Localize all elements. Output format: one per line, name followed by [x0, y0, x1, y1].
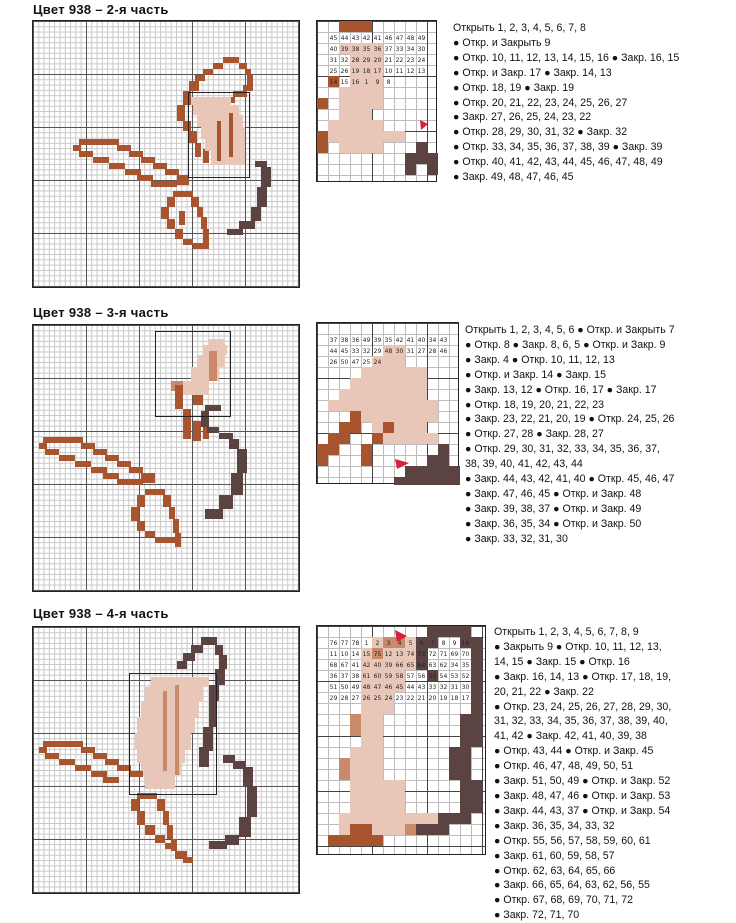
- grid-number: 13: [417, 68, 426, 75]
- grid-number: 51: [329, 684, 338, 691]
- grid-number: 16: [351, 79, 360, 86]
- grid-number: 44: [406, 684, 415, 691]
- instruction-line: ● Откр. 40, 41, 42, 43, 44, 45, 46, 47, 48, 49: [453, 156, 663, 169]
- overview-chart: [32, 20, 300, 288]
- grid-number: 37: [329, 337, 338, 344]
- grid-number: 28: [340, 695, 349, 702]
- grid-number: 13: [395, 651, 404, 658]
- grid-number: 49: [362, 337, 371, 344]
- grid-number: 73: [417, 651, 426, 658]
- grid-number: 35: [362, 46, 371, 53]
- instruction-line: ● Закр. 51, 50, 49 ● Откр. и Закр. 52: [494, 775, 671, 788]
- grid-number: 35: [461, 662, 470, 669]
- grid-number: 9: [375, 79, 380, 86]
- grid-number: 8: [386, 79, 391, 86]
- current-part-frame: [129, 673, 217, 795]
- grid-number: 27: [351, 695, 360, 702]
- grid-number: 6: [419, 640, 424, 647]
- grid-number: 1: [364, 79, 369, 86]
- instruction-line: ● Откр. 67, 68, 69, 70, 71, 72: [494, 894, 633, 907]
- section-heading: Цвет 938 – 2-я часть: [33, 2, 169, 17]
- grid-number: 39: [373, 337, 382, 344]
- grid-number: 17: [373, 68, 382, 75]
- overview-chart: [32, 626, 300, 894]
- grid-number: 56: [417, 673, 426, 680]
- grid-number: 10: [384, 68, 393, 75]
- grid-number: 20: [373, 57, 382, 64]
- instruction-line: ● Закр. 27, 26, 25, 24, 23, 22: [453, 111, 592, 124]
- instruction-line: ● Закр. 44, 43, 42, 41, 40 ● Откр. 45, 46, 47: [465, 473, 675, 486]
- grid-number: 61: [362, 673, 371, 680]
- instruction-line: ● Закр. 48, 47, 46 ● Откр. и Закр. 53: [494, 789, 671, 802]
- grid-number: 2: [375, 640, 380, 647]
- start-arrow-icon: [420, 120, 428, 130]
- instructions-list: [465, 323, 675, 547]
- grid-number: 10: [340, 651, 349, 658]
- grid-number: 22: [395, 57, 404, 64]
- grid-number: 41: [406, 337, 415, 344]
- instruction-line: ● Откр. 55, 56, 57, 58, 59, 60, 61: [494, 834, 651, 847]
- grid-number: 16: [461, 640, 470, 647]
- grid-number: 43: [439, 337, 448, 344]
- grid-number: 26: [329, 359, 338, 366]
- grid-number: 29: [362, 57, 371, 64]
- detail-pattern: [317, 323, 460, 485]
- grid-number: 40: [417, 337, 426, 344]
- grid-number: 35: [384, 337, 393, 344]
- grid-number: 76: [329, 640, 338, 647]
- grid-number: 31: [406, 348, 415, 355]
- grid-number: 30: [395, 348, 404, 355]
- grid-number: 66: [395, 662, 404, 669]
- grid-number: 39: [340, 46, 349, 53]
- grid-number: 15: [362, 651, 371, 658]
- grid-number: 64: [417, 662, 426, 669]
- instructions-list: [494, 625, 671, 923]
- grid-number: 45: [340, 348, 349, 355]
- grid-number: 41: [373, 35, 382, 42]
- grid-number: 12: [384, 651, 393, 658]
- grid-number: 62: [439, 662, 448, 669]
- grid-number: 23: [395, 695, 404, 702]
- grid-number: 55: [428, 673, 437, 680]
- grid-number: 36: [373, 46, 382, 53]
- instruction-line: ● Закр. 33, 32, 31, 30: [465, 532, 568, 545]
- butterfly-pattern: [33, 21, 301, 289]
- grid-number: 34: [428, 337, 437, 344]
- grid-number: 60: [373, 673, 382, 680]
- overview-chart: [32, 324, 300, 592]
- detail-chart: [316, 625, 486, 855]
- grid-number: 67: [340, 662, 349, 669]
- grid-number: 70: [461, 651, 470, 658]
- grid-number: 20: [428, 695, 437, 702]
- grid-number: 19: [351, 68, 360, 75]
- instruction-line: ● Откр. 29, 30, 31, 32, 33, 34, 35, 36, 37,: [465, 443, 660, 456]
- grid-number: 53: [450, 673, 459, 680]
- grid-number: 68: [329, 662, 338, 669]
- grid-number: 42: [362, 35, 371, 42]
- grid-number: 46: [384, 684, 393, 691]
- instruction-line: ● Закр. 13, 12 ● Откр. 16, 17 ● Закр. 17: [465, 383, 657, 396]
- instruction-line: ● Закрыть 9 ● Откр. 10, 11, 12, 13,: [494, 640, 662, 653]
- grid-number: 46: [439, 348, 448, 355]
- instruction-line: ● Закр. 16, 14, 13 ● Откр. 17, 18, 19,: [494, 670, 672, 683]
- grid-number: 4: [397, 640, 402, 647]
- grid-number: 54: [439, 673, 448, 680]
- grid-number: 33: [395, 46, 404, 53]
- grid-number: 37: [384, 46, 393, 53]
- grid-number: 43: [351, 35, 360, 42]
- grid-number: 17: [461, 695, 470, 702]
- grid-number: 40: [373, 662, 382, 669]
- detail-pattern: [317, 626, 487, 856]
- grid-number: 48: [384, 348, 393, 355]
- grid-number: 38: [351, 46, 360, 53]
- grid-number: 41: [351, 662, 360, 669]
- grid-number: 39: [384, 662, 393, 669]
- grid-number: 21: [417, 695, 426, 702]
- grid-number: 59: [384, 673, 393, 680]
- grid-number: 32: [340, 57, 349, 64]
- instruction-line: 41, 42 ● Закр. 42, 41, 40, 39, 38: [494, 730, 647, 743]
- grid-number: 15: [340, 79, 349, 86]
- instruction-line: ● Закр. 44, 43, 37 ● Откр. и Закр. 54: [494, 804, 671, 817]
- grid-number: 33: [428, 684, 437, 691]
- current-part-frame: [155, 331, 231, 417]
- instruction-line: ● Откр. 18, 19, 20, 21, 22, 23: [465, 398, 604, 411]
- grid-number: 65: [406, 662, 415, 669]
- grid-number: 46: [384, 35, 393, 42]
- section-heading: Цвет 938 – 3-я часть: [33, 305, 169, 320]
- grid-number: 11: [329, 651, 338, 658]
- grid-number: 23: [406, 57, 415, 64]
- instruction-line: ● Закр. 47, 46, 45 ● Откр. и Закр. 48: [465, 487, 642, 500]
- instruction-line: ● Закр. 36, 35, 34 ● Откр. и Закр. 50: [465, 517, 642, 530]
- grid-number: 32: [439, 684, 448, 691]
- grid-number: 77: [340, 640, 349, 647]
- grid-number: 50: [340, 359, 349, 366]
- grid-number: 44: [340, 35, 349, 42]
- grid-number: 21: [384, 57, 393, 64]
- grid-number: 30: [417, 46, 426, 53]
- grid-number: 71: [439, 651, 448, 658]
- instruction-line: ● Откр. 20, 21, 22, 23, 24, 25, 26, 27: [453, 96, 628, 109]
- instructions-list: [453, 21, 679, 185]
- detail-chart: [316, 322, 459, 484]
- grid-number: 45: [395, 684, 404, 691]
- grid-number: 3: [386, 640, 391, 647]
- instruction-line: ● Откр. 28, 29, 30, 31, 32 ● Закр. 32: [453, 126, 628, 139]
- detail-pattern: [317, 21, 438, 183]
- grid-number: 47: [351, 359, 360, 366]
- grid-number: 74: [406, 651, 415, 658]
- grid-number: 25: [373, 695, 382, 702]
- grid-number: 31: [329, 57, 338, 64]
- instruction-line: 14, 15 ● Закр. 15 ● Откр. 16: [494, 655, 630, 668]
- instruction-line: ● Откр. 18, 19 ● Закр. 19: [453, 81, 575, 94]
- grid-number: 28: [351, 57, 360, 64]
- grid-number: 14: [351, 651, 360, 658]
- grid-number: 78: [351, 640, 360, 647]
- instruction-line: ● Закр. 36, 35, 34, 33, 32: [494, 819, 615, 832]
- grid-number: 49: [351, 684, 360, 691]
- grid-number: 69: [450, 651, 459, 658]
- grid-number: 12: [406, 68, 415, 75]
- instruction-line: ● Откр. 62, 63, 64, 65, 66: [494, 864, 616, 877]
- grid-number: 52: [461, 673, 470, 680]
- grid-number: 14: [329, 79, 338, 86]
- instruction-line: ● Откр. 46, 47, 48, 49, 50, 51: [494, 760, 633, 773]
- instruction-line: Открыть 1, 2, 3, 4, 5, 6, 7, 8, 9: [494, 626, 639, 638]
- instruction-line: ● Откр. 8 ● Закр. 8, 6, 5 ● Откр. и Закр. 9: [465, 338, 666, 351]
- instruction-line: ● Откр. 27, 28 ● Закр. 28, 27: [465, 428, 604, 441]
- grid-number: 42: [362, 662, 371, 669]
- grid-number: 24: [373, 359, 382, 366]
- grid-number: 75: [373, 651, 382, 658]
- grid-number: 47: [395, 35, 404, 42]
- instruction-line: ● Откр. 33, 34, 35, 36, 37, 38, 39 ● Закр. 39: [453, 141, 663, 154]
- grid-number: 26: [362, 695, 371, 702]
- grid-number: 29: [329, 695, 338, 702]
- grid-number: 48: [362, 684, 371, 691]
- grid-number: 42: [395, 337, 404, 344]
- grid-number: 22: [406, 695, 415, 702]
- instruction-line: ● Откр. 23, 24, 25, 26, 27, 28, 29, 30,: [494, 700, 672, 713]
- grid-number: 34: [450, 662, 459, 669]
- grid-number: 26: [340, 68, 349, 75]
- grid-number: 25: [329, 68, 338, 75]
- grid-number: 25: [362, 359, 371, 366]
- grid-number: 5: [408, 640, 413, 647]
- grid-number: 48: [406, 35, 415, 42]
- instruction-line: ● Откр. 43, 44 ● Откр. и Закр. 45: [494, 745, 654, 758]
- grid-number: 18: [362, 68, 371, 75]
- grid-number: 36: [329, 673, 338, 680]
- grid-number: 37: [340, 673, 349, 680]
- instruction-line: ● Откр. и Закр. 14 ● Закр. 15: [465, 368, 606, 381]
- grid-number: 44: [329, 348, 338, 355]
- grid-number: 9: [452, 640, 457, 647]
- current-part-frame: [188, 92, 250, 178]
- instruction-line: ● Закр. 4 ● Откр. 10, 11, 12, 13: [465, 353, 615, 366]
- grid-number: 31: [450, 684, 459, 691]
- grid-number: 18: [450, 695, 459, 702]
- grid-number: 28: [428, 348, 437, 355]
- grid-number: 29: [373, 348, 382, 355]
- instruction-line: Открыть 1, 2, 3, 4, 5, 6, 7, 8: [453, 22, 586, 34]
- grid-number: 57: [406, 673, 415, 680]
- grid-number: 45: [329, 35, 338, 42]
- grid-number: 32: [362, 348, 371, 355]
- grid-number: 38: [351, 673, 360, 680]
- instruction-line: ● Откр. 10, 11, 12, 13, 14, 15, 16 ● Закр. 16, 15: [453, 51, 680, 64]
- detail-chart: [316, 20, 437, 182]
- grid-number: 36: [351, 337, 360, 344]
- grid-number: 38: [340, 337, 349, 344]
- instruction-line: 31, 32, 33, 34, 35, 36, 37, 38, 39, 40,: [494, 715, 668, 728]
- instruction-line: 38, 39, 40, 41, 42, 43, 44: [465, 458, 583, 471]
- instruction-line: ● Откр. и Закр. 17 ● Закр. 14, 13: [453, 66, 612, 79]
- grid-number: 24: [417, 57, 426, 64]
- instruction-line: ● Закр. 61, 60, 59, 58, 57: [494, 849, 615, 862]
- grid-number: 43: [417, 684, 426, 691]
- grid-number: 19: [439, 695, 448, 702]
- grid-number: 27: [417, 348, 426, 355]
- instruction-line: ● Откр. и Закрыть 9: [453, 36, 551, 49]
- instruction-line: ● Закр. 49, 48, 47, 46, 45: [453, 171, 574, 184]
- instruction-line: ● Закр. 23, 22, 21, 20, 19 ● Откр. 24, 25, 26: [465, 413, 675, 426]
- instruction-line: ● Закр. 72, 71, 70: [494, 909, 580, 922]
- grid-number: 30: [461, 684, 470, 691]
- grid-number: 63: [428, 662, 437, 669]
- instruction-line: 20, 21, 22 ● Закр. 22: [494, 685, 594, 698]
- instruction-line: ● Закр. 39, 38, 37 ● Откр. и Закр. 49: [465, 502, 642, 515]
- grid-number: 11: [395, 68, 404, 75]
- grid-number: 34: [406, 46, 415, 53]
- grid-number: 50: [340, 684, 349, 691]
- grid-number: 33: [351, 348, 360, 355]
- grid-number: 40: [329, 46, 338, 53]
- grid-number: 7: [430, 640, 435, 647]
- grid-number: 58: [395, 673, 404, 680]
- grid-number: 1: [364, 640, 369, 647]
- instruction-line: Открыть 1, 2, 3, 4, 5, 6 ● Откр. и Закрыть 7: [465, 324, 675, 336]
- grid-number: 47: [373, 684, 382, 691]
- section-heading: Цвет 938 – 4-я часть: [33, 606, 169, 621]
- grid-number: 8: [441, 640, 446, 647]
- grid-number: 49: [417, 35, 426, 42]
- grid-number: 72: [428, 651, 437, 658]
- instruction-line: ● Закр. 66, 65, 64, 63, 62, 56, 55: [494, 879, 650, 892]
- grid-number: 24: [384, 695, 393, 702]
